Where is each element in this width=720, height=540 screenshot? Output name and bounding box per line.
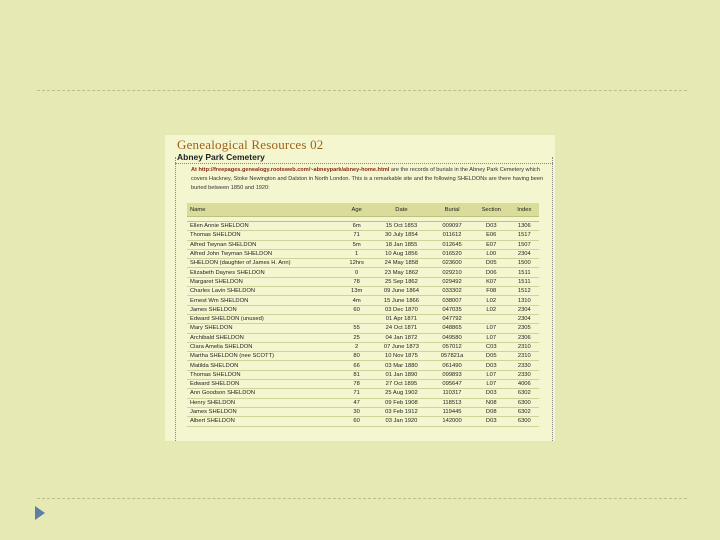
cell-name: Elizabeth Daynes SHELDON: [187, 268, 342, 277]
cell-date: 01 Apr 1871: [372, 314, 432, 323]
cell-age: 71: [342, 389, 372, 398]
cell-burial: 016520: [431, 249, 473, 258]
cell-section: D03: [473, 222, 510, 231]
cell-index: 1306: [510, 222, 539, 231]
cell-date: 07 June 1873: [372, 342, 432, 351]
cell-name: Alfred John Twyman SHELDON: [187, 249, 342, 258]
cell-burial: 009097: [431, 222, 473, 231]
cell-burial: 099893: [431, 370, 473, 379]
cell-section: L07: [473, 333, 510, 342]
cell-section: D03: [473, 417, 510, 426]
cell-burial: 057821a: [431, 352, 473, 361]
cell-index: 2306: [510, 333, 539, 342]
cell-section: L07: [473, 324, 510, 333]
cell-date: 30 July 1854: [372, 231, 432, 240]
document-clipping: [165, 135, 555, 441]
cell-index: 2330: [510, 370, 539, 379]
cell-age: 55: [342, 324, 372, 333]
cell-index: 1511: [510, 277, 539, 286]
table-row: [187, 333, 539, 342]
table-body: [187, 217, 539, 427]
col-name: Name: [187, 203, 342, 217]
cell-date: 15 Oct 1853: [372, 222, 432, 231]
intro-text: are the records of burials in the Abney Park Cemetery which covers Hackney, Stoke Newington and Dalston in North London. This is a remarkable site and the following SHELDONs are there having been buried between 1850 and 1920:: [191, 167, 544, 192]
cell-age: 78: [342, 380, 372, 389]
burial-table: [187, 203, 539, 427]
cell-date: 10 Aug 1856: [372, 249, 432, 258]
cell-index: 2310: [510, 342, 539, 351]
cell-age: 5m: [342, 240, 372, 249]
cell-date: 01 Jan 1890: [372, 370, 432, 379]
cell-burial: 048865: [431, 324, 473, 333]
left-dotted-border: [175, 157, 176, 441]
cell-date: 23 May 1862: [372, 268, 432, 277]
cell-index: 6302: [510, 389, 539, 398]
cell-section: L00: [473, 249, 510, 258]
play-arrow-icon[interactable]: [35, 506, 45, 520]
cell-section: L07: [473, 380, 510, 389]
col-age: Age: [342, 203, 372, 217]
table-row: [187, 240, 539, 249]
cell-date: 24 Oct 1871: [372, 324, 432, 333]
cell-section: L02: [473, 296, 510, 305]
cell-date: 15 June 1866: [372, 296, 432, 305]
cell-burial: 038007: [431, 296, 473, 305]
cell-age: 66: [342, 361, 372, 370]
cell-name: Martha SHELDON (nee SCOTT): [187, 352, 342, 361]
cell-age: 0: [342, 268, 372, 277]
cell-name: Ann Goodson SHELDON: [187, 389, 342, 398]
cell-index: 1511: [510, 268, 539, 277]
table-row: [187, 249, 539, 258]
intro-paragraph: [191, 166, 551, 194]
table-row: [187, 259, 539, 268]
table-row: [187, 342, 539, 351]
cell-age: 81: [342, 370, 372, 379]
col-date: Date: [372, 203, 432, 217]
cell-section: L07: [473, 370, 510, 379]
cell-section: E07: [473, 240, 510, 249]
cell-date: 25 Sep 1862: [372, 277, 432, 286]
table-row: [187, 324, 539, 333]
cell-date: 18 Jan 1855: [372, 240, 432, 249]
cell-index: 6300: [510, 398, 539, 407]
cell-section: L02: [473, 305, 510, 314]
cell-index: 2304: [510, 249, 539, 258]
top-divider: [37, 90, 687, 91]
cell-burial: 095647: [431, 380, 473, 389]
table-row: [187, 352, 539, 361]
table-row: [187, 380, 539, 389]
cell-section: D06: [473, 268, 510, 277]
cell-date: 24 May 1858: [372, 259, 432, 268]
cell-age: 60: [342, 305, 372, 314]
cell-index: 2304: [510, 305, 539, 314]
col-burial: Burial: [431, 203, 473, 217]
heading-separator: [175, 163, 553, 164]
table-row: [187, 305, 539, 314]
table-row: [187, 389, 539, 398]
abney-park-link[interactable]: At http://freepages.genealogy.rootsweb.com/~abneypark/abney-home.html: [191, 167, 390, 173]
cell-name: Ernest Wm SHELDON: [187, 296, 342, 305]
cell-name: Mary SHELDON: [187, 324, 342, 333]
cell-burial: 047792: [431, 314, 473, 323]
cell-date: 03 Dec 1870: [372, 305, 432, 314]
table-row: [187, 417, 539, 426]
cell-section: D05: [473, 259, 510, 268]
cell-index: 1507: [510, 240, 539, 249]
cell-date: 03 Jan 1920: [372, 417, 432, 426]
cell-index: 4006: [510, 380, 539, 389]
cell-age: 2: [342, 342, 372, 351]
cell-burial: 011612: [431, 231, 473, 240]
cell-name: James SHELDON: [187, 305, 342, 314]
cell-name: James SHELDON: [187, 407, 342, 416]
cell-section: D03: [473, 389, 510, 398]
cell-date: 25 Aug 1902: [372, 389, 432, 398]
table-row: [187, 370, 539, 379]
table-row: [187, 296, 539, 305]
cell-name: Margaret SHELDON: [187, 277, 342, 286]
cell-index: 2304: [510, 314, 539, 323]
table-row: [187, 361, 539, 370]
cell-burial: 119445: [431, 407, 473, 416]
cell-burial: 029492: [431, 277, 473, 286]
cell-date: 10 Nov 1875: [372, 352, 432, 361]
table-row: [187, 277, 539, 286]
cell-section: D03: [473, 361, 510, 370]
cell-burial: 029210: [431, 268, 473, 277]
cell-section: E06: [473, 231, 510, 240]
cell-index: 6300: [510, 417, 539, 426]
cell-index: 1517: [510, 231, 539, 240]
cell-name: Ellen Annie SHELDON: [187, 222, 342, 231]
doc-title: Genealogical Resources 02: [177, 137, 324, 152]
cell-section: C03: [473, 342, 510, 351]
cell-date: 27 Oct 1895: [372, 380, 432, 389]
cell-name: Charles Lavin SHELDON: [187, 287, 342, 296]
cell-name: Clara Amelia SHELDON: [187, 342, 342, 351]
cell-burial: 057012: [431, 342, 473, 351]
table-row: [187, 287, 539, 296]
cell-section: D05: [473, 352, 510, 361]
cell-section: F08: [473, 287, 510, 296]
cell-name: Thomas SHELDON: [187, 370, 342, 379]
cell-age: 4m: [342, 296, 372, 305]
cell-age: 6m: [342, 222, 372, 231]
cell-age: 80: [342, 352, 372, 361]
cell-age: 1: [342, 249, 372, 258]
cell-section: D08: [473, 407, 510, 416]
cell-date: 09 Feb 1908: [372, 398, 432, 407]
cell-name: Henry SHELDON: [187, 398, 342, 407]
cell-age: 47: [342, 398, 372, 407]
cell-index: 2305: [510, 324, 539, 333]
cell-burial: 023600: [431, 259, 473, 268]
bottom-divider: [37, 498, 687, 499]
cell-date: 03 Mar 1880: [372, 361, 432, 370]
cell-section: K07: [473, 277, 510, 286]
cell-name: Matilda SHELDON: [187, 361, 342, 370]
cell-age: 25: [342, 333, 372, 342]
doc-subtitle: Abney Park Cemetery: [177, 152, 265, 162]
cell-name: Archibald SHELDON: [187, 333, 342, 342]
table-row: [187, 231, 539, 240]
cell-date: 04 Jan 1872: [372, 333, 432, 342]
cell-name: Albert SHELDON: [187, 417, 342, 426]
cell-name: Edward SHELDON (unused): [187, 314, 342, 323]
cell-age: [342, 314, 372, 323]
cell-name: Edward SHELDON: [187, 380, 342, 389]
cell-burial: 012645: [431, 240, 473, 249]
cell-index: 1500: [510, 259, 539, 268]
cell-age: 71: [342, 231, 372, 240]
table-row: [187, 407, 539, 416]
cell-index: 1310: [510, 296, 539, 305]
table-row: [187, 398, 539, 407]
cell-age: 78: [342, 277, 372, 286]
cell-index: 6302: [510, 407, 539, 416]
cell-age: 13m: [342, 287, 372, 296]
col-section: Section: [473, 203, 510, 217]
table-row: [187, 222, 539, 231]
cell-name: SHELDON (daughter of James H. Ann): [187, 259, 342, 268]
cell-burial: 110317: [431, 389, 473, 398]
cell-burial: 049580: [431, 333, 473, 342]
cell-index: 2330: [510, 361, 539, 370]
table-row: [187, 314, 539, 323]
cell-burial: 118513: [431, 398, 473, 407]
table-header-row: [187, 203, 539, 217]
cell-index: 1512: [510, 287, 539, 296]
col-index: Index: [510, 203, 539, 217]
cell-age: 60: [342, 417, 372, 426]
cell-burial: 047035: [431, 305, 473, 314]
cell-section: N08: [473, 398, 510, 407]
cell-age: 12hrs: [342, 259, 372, 268]
cell-date: 03 Feb 1912: [372, 407, 432, 416]
cell-burial: 033302: [431, 287, 473, 296]
cell-name: Thomas SHELDON: [187, 231, 342, 240]
right-dotted-border: [552, 157, 553, 441]
cell-burial: 061490: [431, 361, 473, 370]
table-row: [187, 268, 539, 277]
cell-name: Alfred Twynan SHELDON: [187, 240, 342, 249]
cell-burial: 142000: [431, 417, 473, 426]
cell-date: 09 June 1864: [372, 287, 432, 296]
cell-index: 2310: [510, 352, 539, 361]
cell-age: 30: [342, 407, 372, 416]
cell-section: [473, 314, 510, 323]
